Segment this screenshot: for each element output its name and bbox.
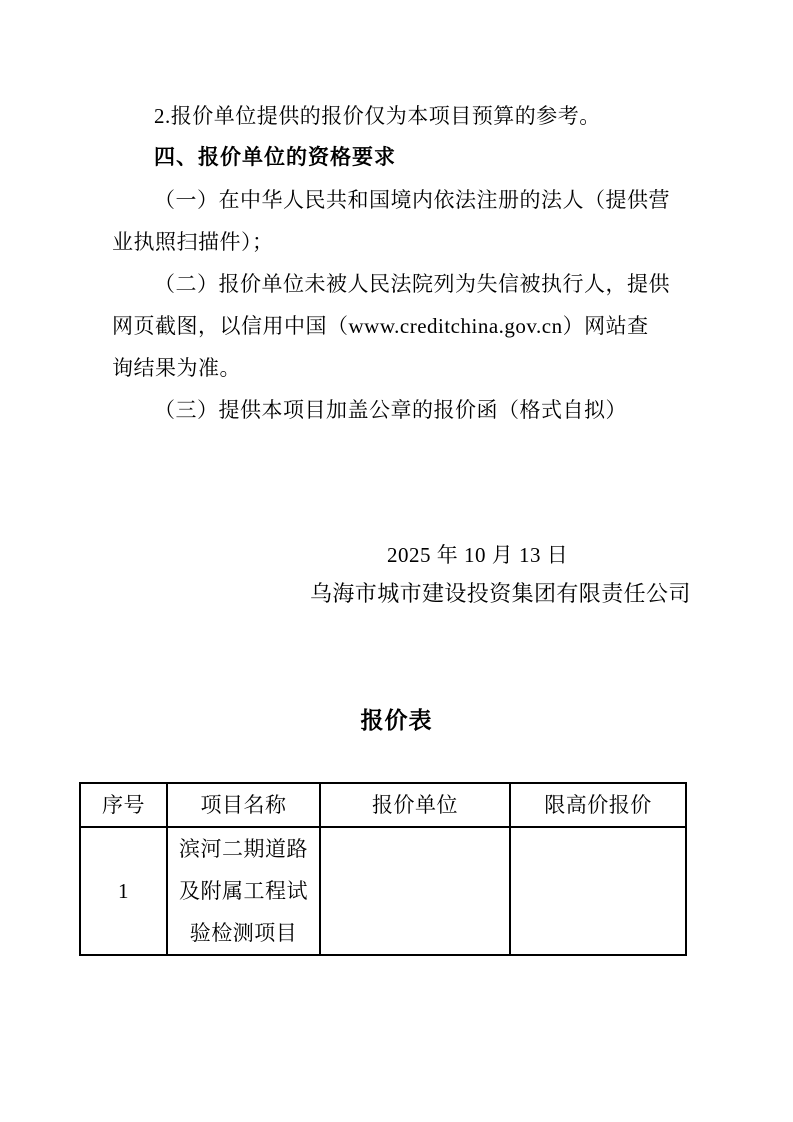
table-header-max-price: 限高价报价 (510, 783, 686, 827)
signature-date: 2025 年 10 月 13 日 (387, 543, 569, 567)
quote-table (79, 782, 687, 956)
cell-serial-no: 1 (80, 827, 167, 955)
requirement-3-line: （三）提供本项目加盖公章的报价函（格式自拟） (154, 398, 627, 422)
requirement-2-line-3: 询结果为准。 (112, 356, 241, 380)
cell-project-name: 滨河二期道路及附属工程试验检测项目 (167, 827, 320, 955)
requirement-2-line-1: （二）报价单位未被人民法院列为失信被执行人，提供 (154, 272, 670, 296)
table-header-row (80, 783, 686, 827)
quote-table-header (80, 783, 686, 827)
cell-max-price (510, 827, 686, 955)
requirement-2-line-2: 网页截图，以信用中国（www.creditchina.gov.cn）网站查 (112, 314, 649, 338)
cell-quote-unit (320, 827, 510, 955)
requirement-1-line-1: （一）在中华人民共和国境内依法注册的法人（提供营 (154, 188, 670, 212)
table-row (80, 827, 686, 955)
table-header-quote-unit: 报价单位 (320, 783, 510, 827)
section-heading-qualification-requirements: 四、报价单位的资格要求 (154, 146, 396, 169)
quote-table-body (80, 827, 686, 955)
table-header-project-name: 项目名称 (167, 783, 320, 827)
signature-company-name: 乌海市城市建设投资集团有限责任公司 (310, 581, 691, 606)
quote-table-title: 报价表 (360, 707, 433, 733)
table-header-serial-no: 序号 (80, 783, 167, 827)
paragraph-quote-reference-note: 2.报价单位提供的报价仅为本项目预算的参考。 (154, 104, 601, 128)
body-text-block (112, 95, 680, 431)
requirement-1-line-2: 业执照扫描件）； (112, 230, 274, 254)
